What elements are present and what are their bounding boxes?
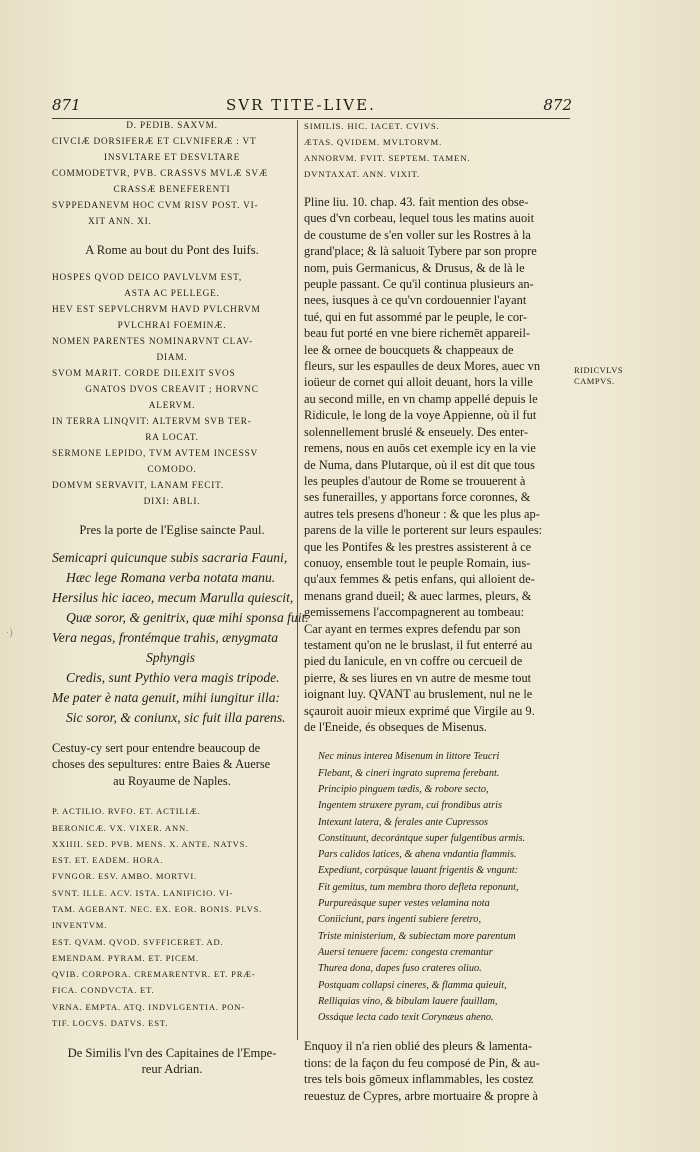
inscription-line: ALERVM. — [148, 401, 196, 411]
inscription-line: TIF. LOCVS. DATVS. EST. — [52, 1018, 169, 1029]
paragraph-line: Cestuy-cy sert pour entendre beaucoup de — [52, 741, 261, 755]
verse-line: Auersi tenuere facem: congesta cremantur — [318, 946, 493, 958]
heading-line: De Similis l'vn des Capitaines de l'Empe- — [67, 1046, 277, 1061]
inscription-line: INSVLTARE ET DESVLTARE — [103, 153, 241, 163]
inscription-line: P. ACTILIO. RVFO. ET. ACTILIÆ. — [52, 806, 201, 817]
margin-note — [574, 365, 623, 387]
paragraph-line: que les Pontifes & les prestres assisterent à ce — [304, 539, 532, 554]
paragraph-line: tué, qui en fut assommé par le peuple, le cor- — [304, 309, 528, 324]
paragraph-line: ques d'vn corbeau, lequel tous les matins auoit — [304, 211, 535, 226]
inscription-line: BERONICÆ. VX. VIXER. ANN. — [52, 822, 189, 833]
paragraph-line: qu'aux femmes & petis enfans, qui alloient de- — [304, 572, 535, 587]
paragraph-line: grand'place; & là saluoit Tybere par son propre — [304, 244, 537, 259]
inscription-line: GNATOS DVOS CREAVIT ; HORVNC — [85, 385, 259, 395]
paragraph-baies — [52, 740, 292, 789]
inscription-line: QVIB. CORPORA. CREMARENTVR. ET. PRÆ- — [52, 969, 256, 980]
verse-line: Quæ soror, & genitrix, quæ mihi sponsa fuit. — [66, 610, 309, 625]
paragraph-line: autres tels presens d'honeur : & que les plus ap- — [304, 506, 540, 521]
page-number-right: 872 — [543, 96, 572, 114]
verse-line: Constituunt, decorántque super fulgentibus armis. — [318, 832, 526, 844]
verse-line: Hersilus hic iaceo, mecum Marulla quiescit, — [52, 590, 294, 605]
running-title: SVR TITE-LIVE. — [226, 96, 376, 114]
inscription-actilio — [52, 803, 292, 1031]
verse-line: Purpureásque super vestes velamina nota — [318, 898, 490, 910]
right-column — [304, 118, 570, 1104]
verse-line: Triste ministerium, & subiectam more parentum — [318, 930, 516, 942]
paragraph-line: au second mille, en vn champ appellé depuis le — [304, 391, 538, 406]
inscription-line: NOMEN PARENTES NOMINARVNT CLAV- — [52, 337, 253, 347]
margin-note-line: CAMPVS. — [574, 376, 615, 386]
inscription-line: D. PEDIB. SAXVM. — [126, 121, 218, 131]
inscription-line: DVNTAXAT. ANN. VIXIT. — [304, 169, 421, 179]
paragraph-line: solennellement bruslé & enseuely. Des enter- — [304, 424, 528, 439]
paragraph-line: conuoy, ensemble tout le peuple Romain, ius- — [304, 555, 531, 570]
inscription-line: SIMILIS. HIC. IACET. CVIVS. — [304, 121, 440, 131]
inscription-line: INVENTVM. — [52, 920, 108, 931]
inscription-line: EST. QVAM. QVOD. SVFFICERET. AD. — [52, 936, 224, 947]
inscription-line: EMENDAM. PYRAM. ET. PICEM. — [52, 952, 199, 963]
paragraph-line: nom, puis Germanicus, & Drusus, & de là le — [304, 260, 525, 275]
paragraph-line: choses des sepultures: entre Baies & Auerse — [52, 757, 271, 772]
paragraph-line: parens de la ville le porterent sur leurs espaules: — [304, 523, 543, 538]
paragraph-line: peuple passant. Ce qu'il continua plusieurs an- — [304, 277, 534, 292]
paragraph-line: tres tels bois gōmeux inflammables, les costez — [304, 1072, 534, 1087]
paragraph-line: reuestuz de Cypres, arbre mortuaire & propre à — [304, 1088, 538, 1103]
verse-line: Principio pinguem tædis, & robore secto, — [318, 784, 489, 795]
paragraph-line: les peuples d'autour de Rome se trouuerent à — [304, 473, 526, 488]
verse-line: Credis, sunt Pythio vera magis tripode. — [66, 670, 280, 685]
verse-virgil — [304, 749, 570, 1026]
paragraph-enquoy — [304, 1038, 570, 1104]
verse-line: Vera negas, frontémque trahis, ænygmata — [52, 630, 279, 645]
paragraph-line: tions: de la façon du feu composé de Pin, & au- — [304, 1055, 540, 1070]
inscription-line: COMMODETVR, PVB. CRASSVS MVLÆ SVÆ — [52, 169, 268, 179]
paragraph-line: de l'Eneide, és obseques de Misenus. — [304, 720, 487, 734]
paragraph-line: Enquoy il n'a rien oblié des pleurs & lamenta- — [304, 1039, 532, 1054]
verse-line: Intexunt latera, & ferales ante Cupressos — [318, 816, 489, 828]
inscription-line: VRNA. EMPTA. ATQ. INDVLGENTIA. PON- — [52, 1001, 245, 1012]
inscription-line: HEV EST SEPVLCHRVM HAVD PVLCHRVM — [52, 305, 261, 315]
running-header — [52, 96, 572, 120]
inscription-line: EST. ET. EADEM. HORA. — [52, 855, 164, 866]
inscription-line: DIXI: ABLI. — [143, 497, 201, 507]
paragraph-line: nees, iusques à ce qu'vn cordouennier l'ayant — [304, 293, 527, 308]
verse-line: Sic soror, & coniunx, sic fuit illa parens. — [66, 710, 286, 725]
verse-line: Hæc lege Romana verba notata manu. — [66, 570, 276, 585]
section-heading: A Rome au bout du Pont des Iuifs. — [85, 243, 259, 257]
verse-line: Sphyngis — [146, 650, 196, 665]
page-number-left: 871 — [52, 96, 81, 114]
paragraph-line: Pline liu. 10. chap. 43. fait mention des obse- — [304, 195, 529, 209]
paragraph-line: pierre, & ses liures en vn autre de mesme tout — [304, 670, 532, 685]
inscription-similis — [304, 118, 570, 182]
inscription-line: XIT ANN. XI. — [88, 217, 152, 227]
inscription-line: SERMONE LEPIDO, TVM AVTEM INCESSV — [52, 449, 259, 459]
inscription-line: HOSPES QVOD DEICO PAVLVLVM EST, — [52, 273, 243, 283]
inscription-line: IN TERRA LINQVIT: ALTERVM SVB TER- — [52, 417, 252, 427]
paragraph-line: ioignant luy. QVANT au bruslement, nul ne le — [304, 687, 533, 702]
inscription-line: CIVCIÆ DORSIFERÆ ET CLVNIFERÆ : VT — [52, 137, 257, 147]
paragraph-line: gemissemens l'accompagnerent au tombeau: — [304, 605, 525, 620]
paragraph-line: Car ayant en termes expres defendu par son — [304, 621, 521, 636]
verse-line: Nec minus interea Misenum in littore Teucri — [318, 751, 500, 763]
verse-line: Coniiciunt, pars ingenti subiere feretro, — [318, 914, 482, 926]
verse-line: Flebant, & cineri ingrato suprema ferebant. — [318, 767, 500, 779]
paragraph-line: ses funerailles, y apportans force coronnes, & — [304, 490, 531, 505]
inscription-line: CRASSÆ BENEFERENTI — [113, 185, 231, 195]
paragraph-line: beau fut porté en vne biere richemēt appareil- — [304, 326, 531, 341]
inscription-line: SVOM MARIT. CORDE DILEXIT SVOS — [52, 369, 236, 379]
verse-line: Relliquias vino, & bibulam lauere fauillam, — [318, 995, 498, 1007]
inscription-line: COMODO. — [147, 465, 197, 475]
paragraph-line: sçauroit auoir mieux exprimé que Virgile au 9. — [304, 703, 535, 718]
paragraph-line: pied du Ianicule, en vn coffre ou cercueil de — [304, 654, 523, 669]
verse-line: Expediunt, corpúsque lauant frigentis & vngunt: — [318, 865, 519, 877]
paragraph-line: Ridicule, le long de la voye Appienne, où il fut — [304, 408, 537, 423]
inscription-line: ASTA AC PELLEGE. — [124, 289, 220, 299]
verse-line: Fit gemitus, tum membra thoro defleta reponunt, — [318, 881, 519, 893]
verse-line: Semicapri quicunque subis sacraria Fauni, — [52, 550, 288, 565]
paragraph-line: de Numa, dans Plutarque, où il est dit que tous — [304, 457, 535, 472]
paragraph-line: lee & ornee de boucquets & chappeaux de — [304, 342, 514, 357]
verse-line: Ingentem struxere pyram, cui frondibus atris — [318, 800, 502, 812]
verse-line: Pars calidos latices, & ahena vndantia flammis. — [318, 849, 517, 861]
inscription-line: DIAM. — [156, 353, 188, 363]
verse-line: Postquam collapsi cineres, & flamma quieuit, — [318, 979, 507, 991]
inscription-line: ÆTAS. QVIDEM. MVLTORVM. — [304, 137, 442, 147]
inscription-line: TAM. AGEBANT. NEC. EX. EOR. BONIS. PLVS. — [52, 904, 263, 914]
paragraph-line: fleurs, sur les espaulles de deux Mores, auec vn — [304, 359, 541, 374]
inscription-line: PVLCHRAI FOEMINÆ. — [117, 321, 227, 331]
inscription-line: ANNORVM. FVIT. SEPTEM. TAMEN. — [304, 153, 471, 163]
column-divider — [297, 120, 298, 1040]
paragraph-line: menans grand dueil; & auec larmes, pleurs, & — [304, 588, 532, 603]
left-column — [52, 118, 309, 1077]
inscription-line: SVNT. ILLE. ACV. ISTA. LANIFICIO. VI- — [52, 887, 234, 898]
verse-line: Me pater è nata genuit, mihi iungitur illa: — [52, 690, 281, 705]
paragraph-line: remens, nous en auōs cet exemple icy en la vie — [304, 441, 536, 456]
inscription-line: FICA. CONDVCTA. ET. — [52, 985, 155, 996]
margin-note-line: RIDICVLVS — [574, 365, 624, 375]
heading-line: reur Adrian. — [141, 1062, 203, 1077]
show-through-mark: ·) — [6, 628, 14, 639]
paragraph-corbeau — [304, 194, 570, 735]
section-heading — [52, 1045, 292, 1077]
verse-line: Thurea dona, dapes fuso crateres oliuo. — [318, 963, 482, 975]
paragraph-line: testament qu'on ne le bruslast, il fut enterré au — [304, 637, 533, 652]
paragraph-line: ioüeur de cornet qui alloit deuant, hors la ville — [304, 375, 533, 390]
paragraph-line: de coustume de s'en voller sur les Rostres à la — [304, 227, 531, 242]
inscription-line: XXIIII. SED. PVB. MENS. X. ANTE. NATVS. — [52, 838, 249, 849]
inscription-civcia — [52, 118, 292, 230]
paragraph-line: au Royaume de Naples. — [113, 773, 231, 788]
inscription-line: RA LOCAT. — [145, 433, 199, 443]
inscription-line: SVPPEDANEVM HOC CVM RISV POST. VI- — [52, 201, 259, 211]
verse-line: Ossáque lecta cado texit Corynæus aheno. — [318, 1012, 494, 1024]
inscription-line: DOMVM SERVAVIT, LANAM FECIT. — [52, 481, 225, 491]
verse-hersilus — [52, 548, 309, 728]
inscription-line: FVNGOR. ESV. AMBO. MORTVI. — [52, 871, 197, 882]
inscription-hospes — [52, 270, 292, 510]
section-heading: Pres la porte de l'Eglise saincte Paul. — [79, 523, 265, 537]
